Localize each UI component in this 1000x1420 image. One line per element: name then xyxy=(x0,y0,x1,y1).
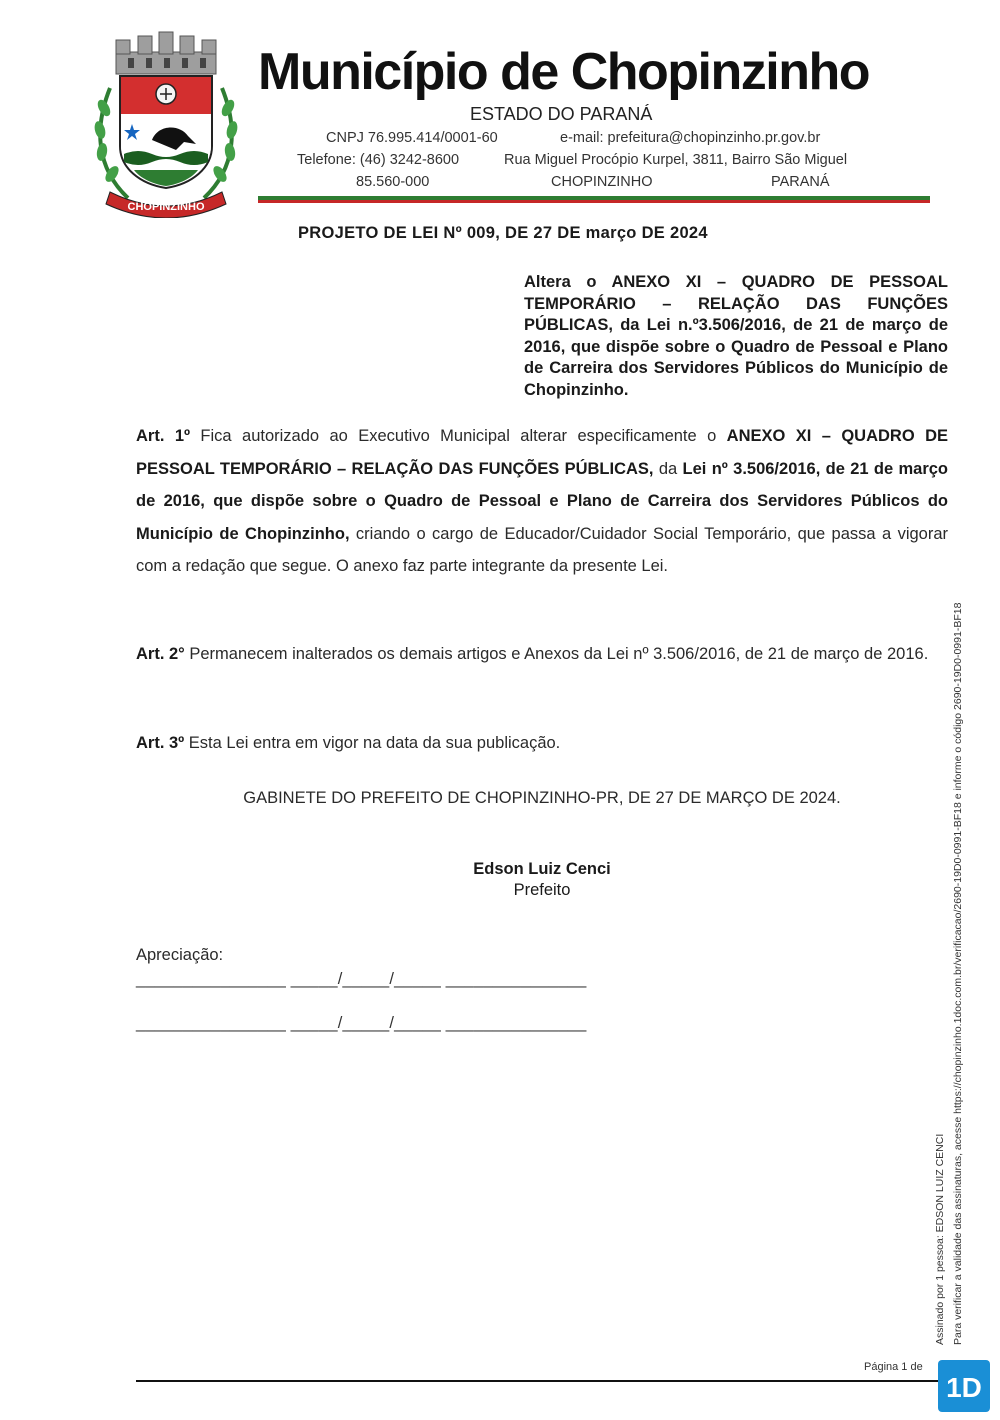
signer-name: Edson Luiz Cenci xyxy=(473,860,611,878)
article-2 xyxy=(136,638,948,671)
article-1-bold-2: Lei nº 3.506/2016, de 21 de março de 2016, que dispõe sobre o Quadro de Pessoal e Plano de Carreira dos Servidores Públicos do Município de Chopinzinho, xyxy=(136,459,948,543)
article-1-text-2: da xyxy=(653,459,683,478)
apreciacao-line-1: ________________ _____/_____/_____ _______________ xyxy=(136,970,587,988)
article-1 xyxy=(136,420,948,583)
cep-text: 85.560-000 xyxy=(356,174,430,190)
verification-stamp: Para verificar a validade das assinaturas, acesse https://chopinzinho.1doc.com.br/verificacao/2690-19D0-0991-BF18 e informe o código 2690-19D0-0991-BF18 xyxy=(952,602,964,1345)
article-1-bold-1: ANEXO XI – QUADRO DE PESSOAL TEMPORÁRIO – RELAÇÃO DAS FUNÇÕES PÚBLICAS, xyxy=(136,427,948,478)
crest-banner-text: CHOPINZINHO xyxy=(127,201,205,213)
article-1-label: Art. 1º xyxy=(136,427,191,445)
article-1-text-1: Fica autorizado ao Executivo Municipal alterar especificamente o xyxy=(190,427,727,445)
article-2-text: Permanecem inalterados os demais artigos e Anexos da Lei nº 3.506/2016, de 21 de março de 2016. xyxy=(184,645,929,663)
article-3 xyxy=(136,727,948,760)
footer-rule xyxy=(136,1380,938,1382)
email-text: e-mail: prefeitura@chopinzinho.pr.gov.br xyxy=(560,130,821,146)
article-1-text-3: criando o cargo de Educador/Cuidador Social Temporário, que passa a vigorar com a redação que segue. O anexo faz parte integrante da presente Lei. xyxy=(136,524,948,575)
1doc-logo-icon xyxy=(938,1360,990,1412)
apreciacao-label: Apreciação: xyxy=(136,946,224,964)
header-red-bar xyxy=(258,200,930,203)
gabinete-line: GABINETE DO PREFEITO DE CHOPINZINHO-PR, DE 27 DE MARÇO DE 2024. xyxy=(243,789,841,807)
article-3-text: Esta Lei entra em vigor na data da sua publicação. xyxy=(184,734,561,752)
page-number: Página 1 de xyxy=(864,1361,923,1373)
apreciacao-line-2: ________________ _____/_____/_____ _______________ xyxy=(136,1014,587,1032)
cnpj-text: CNPJ 76.995.414/0001-60 xyxy=(326,130,498,146)
signed-by-stamp: Assinado por 1 pessoa: EDSON LUIZ CENCI xyxy=(934,1133,946,1345)
municipality-title: Município de Chopinzinho xyxy=(258,43,870,101)
coat-of-arms-logo xyxy=(88,28,244,218)
article-2-label: Art. 2° xyxy=(136,645,185,663)
city-text: CHOPINZINHO xyxy=(551,174,653,190)
address-text: Rua Miguel Procópio Kurpel, 3811, Bairro São Miguel xyxy=(504,152,848,168)
signer-role: Prefeito xyxy=(513,881,571,899)
document-title: PROJETO DE LEI Nº 009, DE 27 DE março DE 2024 xyxy=(298,224,708,242)
phone-text: Telefone: (46) 3242-8600 xyxy=(297,152,460,168)
state-name: ESTADO DO PARANÁ xyxy=(470,104,653,124)
ementa: Altera o ANEXO XI – QUADRO DE PESSOAL TEMPORÁRIO – RELAÇÃO DAS FUNÇÕES PÚBLICAS, da Lei n.º3.506/2016, de 21 de março de 2016, que dispõe sobre o Quadro de Pessoal e Plano de Carreira dos Servidores Públicos do Município de Chopinzinho. xyxy=(524,273,948,399)
uf-text: PARANÁ xyxy=(771,174,830,190)
badge-text: 1D xyxy=(946,1372,982,1403)
article-3-label: Art. 3º xyxy=(136,734,185,752)
